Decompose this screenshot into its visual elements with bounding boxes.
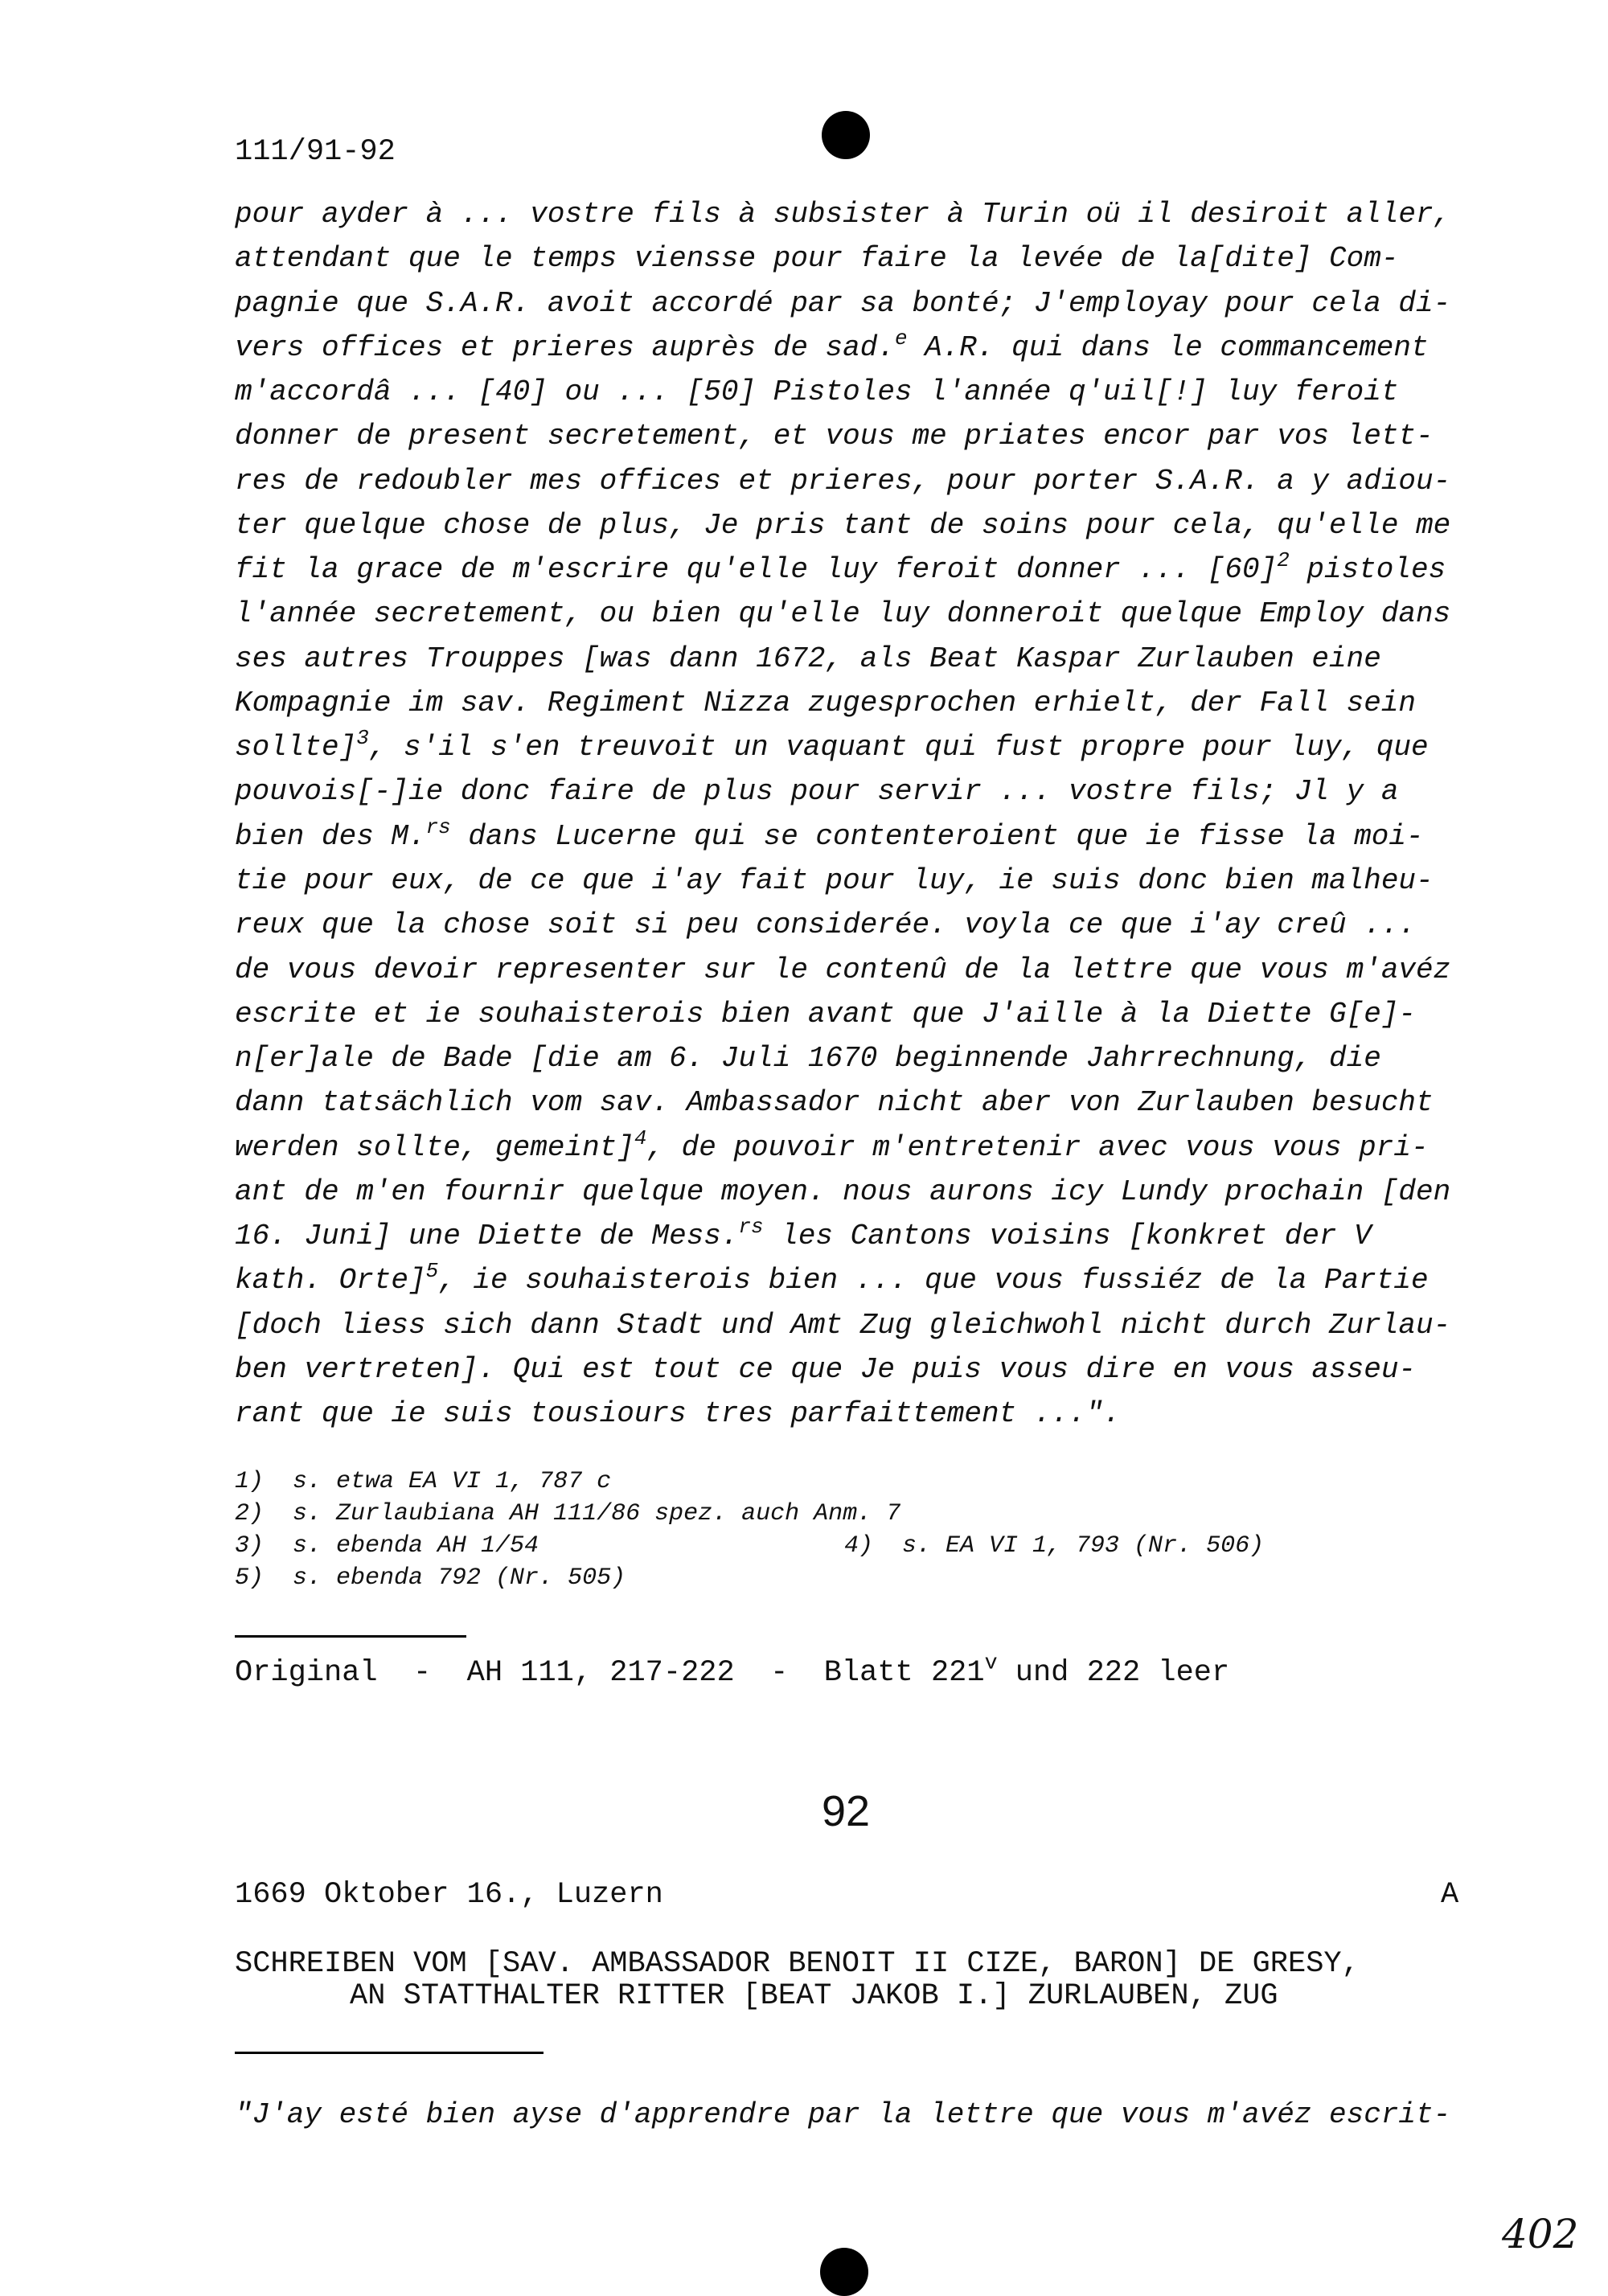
source-note: Original - AH 111, 217-222 - Blatt 221$^v$ und 222 leer [235, 1650, 1230, 1690]
document-letter: A [1441, 1878, 1459, 1912]
document-number: 92 [822, 1787, 871, 1835]
letter-line: pouvois[-]ie donc faire de plus pour servir ... vostre fils; Jl y a [235, 775, 1399, 808]
footnote: 3) s. ebenda AH 1/54 [235, 1532, 539, 1560]
divider-rule [235, 2052, 544, 2054]
letter-line: rant que ie suis tousiours tres parfaittement ...". [235, 1397, 1121, 1430]
divider-rule [235, 1635, 466, 1638]
letter-line: l'année secretement, ou bien qu'elle luy donneroit quelque Employ dans [235, 597, 1451, 630]
letter-line: vers offices et prieres auprès de sad.$^e$ A.R. qui dans le commancement [235, 326, 1429, 364]
letter-line: reux que la chose soit si peu considerée. voyla ce que i'ay creû ... [235, 908, 1417, 941]
letter-line: kath. Orte]$^5$, ie souhaisterois bien ... que vous fussiéz de la Partie [235, 1258, 1429, 1297]
footnote: 5) s. ebenda 792 (Nr. 505) [235, 1564, 626, 1592]
letter-line: ter quelque chose de plus, Je pris tant de soins pour cela, qu'elle me [235, 509, 1451, 542]
letter-line: dann tatsächlich vom sav. Ambassador nicht aber von Zurlauben besucht [235, 1086, 1434, 1119]
letter-line: fit la grace de m'escrire qu'elle luy feroit donner ... $[60]^2$ pistoles [235, 547, 1446, 586]
letter-line: 16. Juni] une Diette de Mess.$^{rs}$ les Cantons voisins [konkret der V [235, 1214, 1372, 1253]
letter-line: ant de m'en fournir quelque moyen. nous aurons icy Lundy prochain [den [235, 1175, 1451, 1208]
letter-line: ben vertreten]. Qui est tout ce que Je puis vous dire en vous asseu- [235, 1353, 1417, 1386]
letter-line: Kompagnie im sav. Regiment Nizza zugesprochen erhielt, der Fall sein [235, 687, 1417, 720]
letter-line: tie pour eux, de ce que i'ay fait pour luy, ie suis donc bien malheu- [235, 864, 1434, 897]
punch-hole-top [822, 111, 870, 159]
letter-line: ses autres Trouppes [was dann 1672, als Beat Kaspar Zurlauben eine [235, 642, 1381, 675]
letter-line: res de redoubler mes offices et prieres, pour porter S.A.R. a y adiou- [235, 465, 1451, 498]
letter-opening: "J'ay esté bien ayse d'apprendre par la lettre que vous m'avéz escrit- [235, 2098, 1451, 2131]
letter-line: werden sollte, gemeint]$^4$, de pouvoir m'entretenir avec vous vous pri- [235, 1125, 1429, 1164]
letter-line: de vous devoir representer sur le contenû de la lettre que vous m'avéz [235, 953, 1451, 986]
letter-line: n[er]ale de Bade [die am 6. Juli 1670 beginnende Jahrrechnung, die [235, 1042, 1381, 1075]
letter-line: sollte]$^3$, s'il s'en treuvoit un vaquant qui fust propre pour luy, que [235, 725, 1429, 764]
footnote: 4) s. EA VI 1, 793 (Nr. 506) [844, 1532, 1265, 1560]
document-heading-line: SCHREIBEN VOM [SAV. AMBASSADOR BENOIT II CIZE, BARON] DE GRESY, [235, 1947, 1360, 1981]
punch-hole-bottom [820, 2248, 868, 2296]
document-heading-line: AN STATTHALTER RITTER [BEAT JAKOB I.] ZURLAUBEN, ZUG [350, 1979, 1278, 2013]
letter-line: attendant que le temps viensse pour faire la levée de la[dite] Com- [235, 242, 1399, 275]
letter-line: [doch liess sich dann Stadt und Amt Zug gleichwohl nicht durch Zurlau- [235, 1309, 1451, 1342]
page-reference: 111/91-92 [235, 135, 396, 169]
date-place: 1669 Oktober 16., Luzern [235, 1878, 663, 1912]
handwritten-page-number: 402 [1502, 2211, 1579, 2257]
letter-line: bien des M.$^{rs}$ dans Lucerne qui se contenteroient que ie fisse la moi- [235, 814, 1424, 853]
footnote: 1) s. etwa EA VI 1, 787 c [235, 1468, 612, 1495]
footnote: 2) s. Zurlaubiana AH 111/86 spez. auch Anm. 7 [235, 1500, 901, 1527]
letter-line: escrite et ie souhaisterois bien avant que J'aille à la Diette G[e]- [235, 998, 1417, 1031]
letter-line: pagnie que S.A.R. avoit accordé par sa bonté; J'employay pour cela di- [235, 287, 1451, 320]
letter-line: m'accordâ ... [40] ou ... [50] Pistoles l'année q'uil[!] luy feroit [235, 375, 1399, 408]
letter-line: pour ayder à ... vostre fils à subsister à Turin oü il desiroit aller, [235, 198, 1451, 231]
letter-line: donner de present secretement, et vous me priates encor par vos lett- [235, 420, 1434, 453]
